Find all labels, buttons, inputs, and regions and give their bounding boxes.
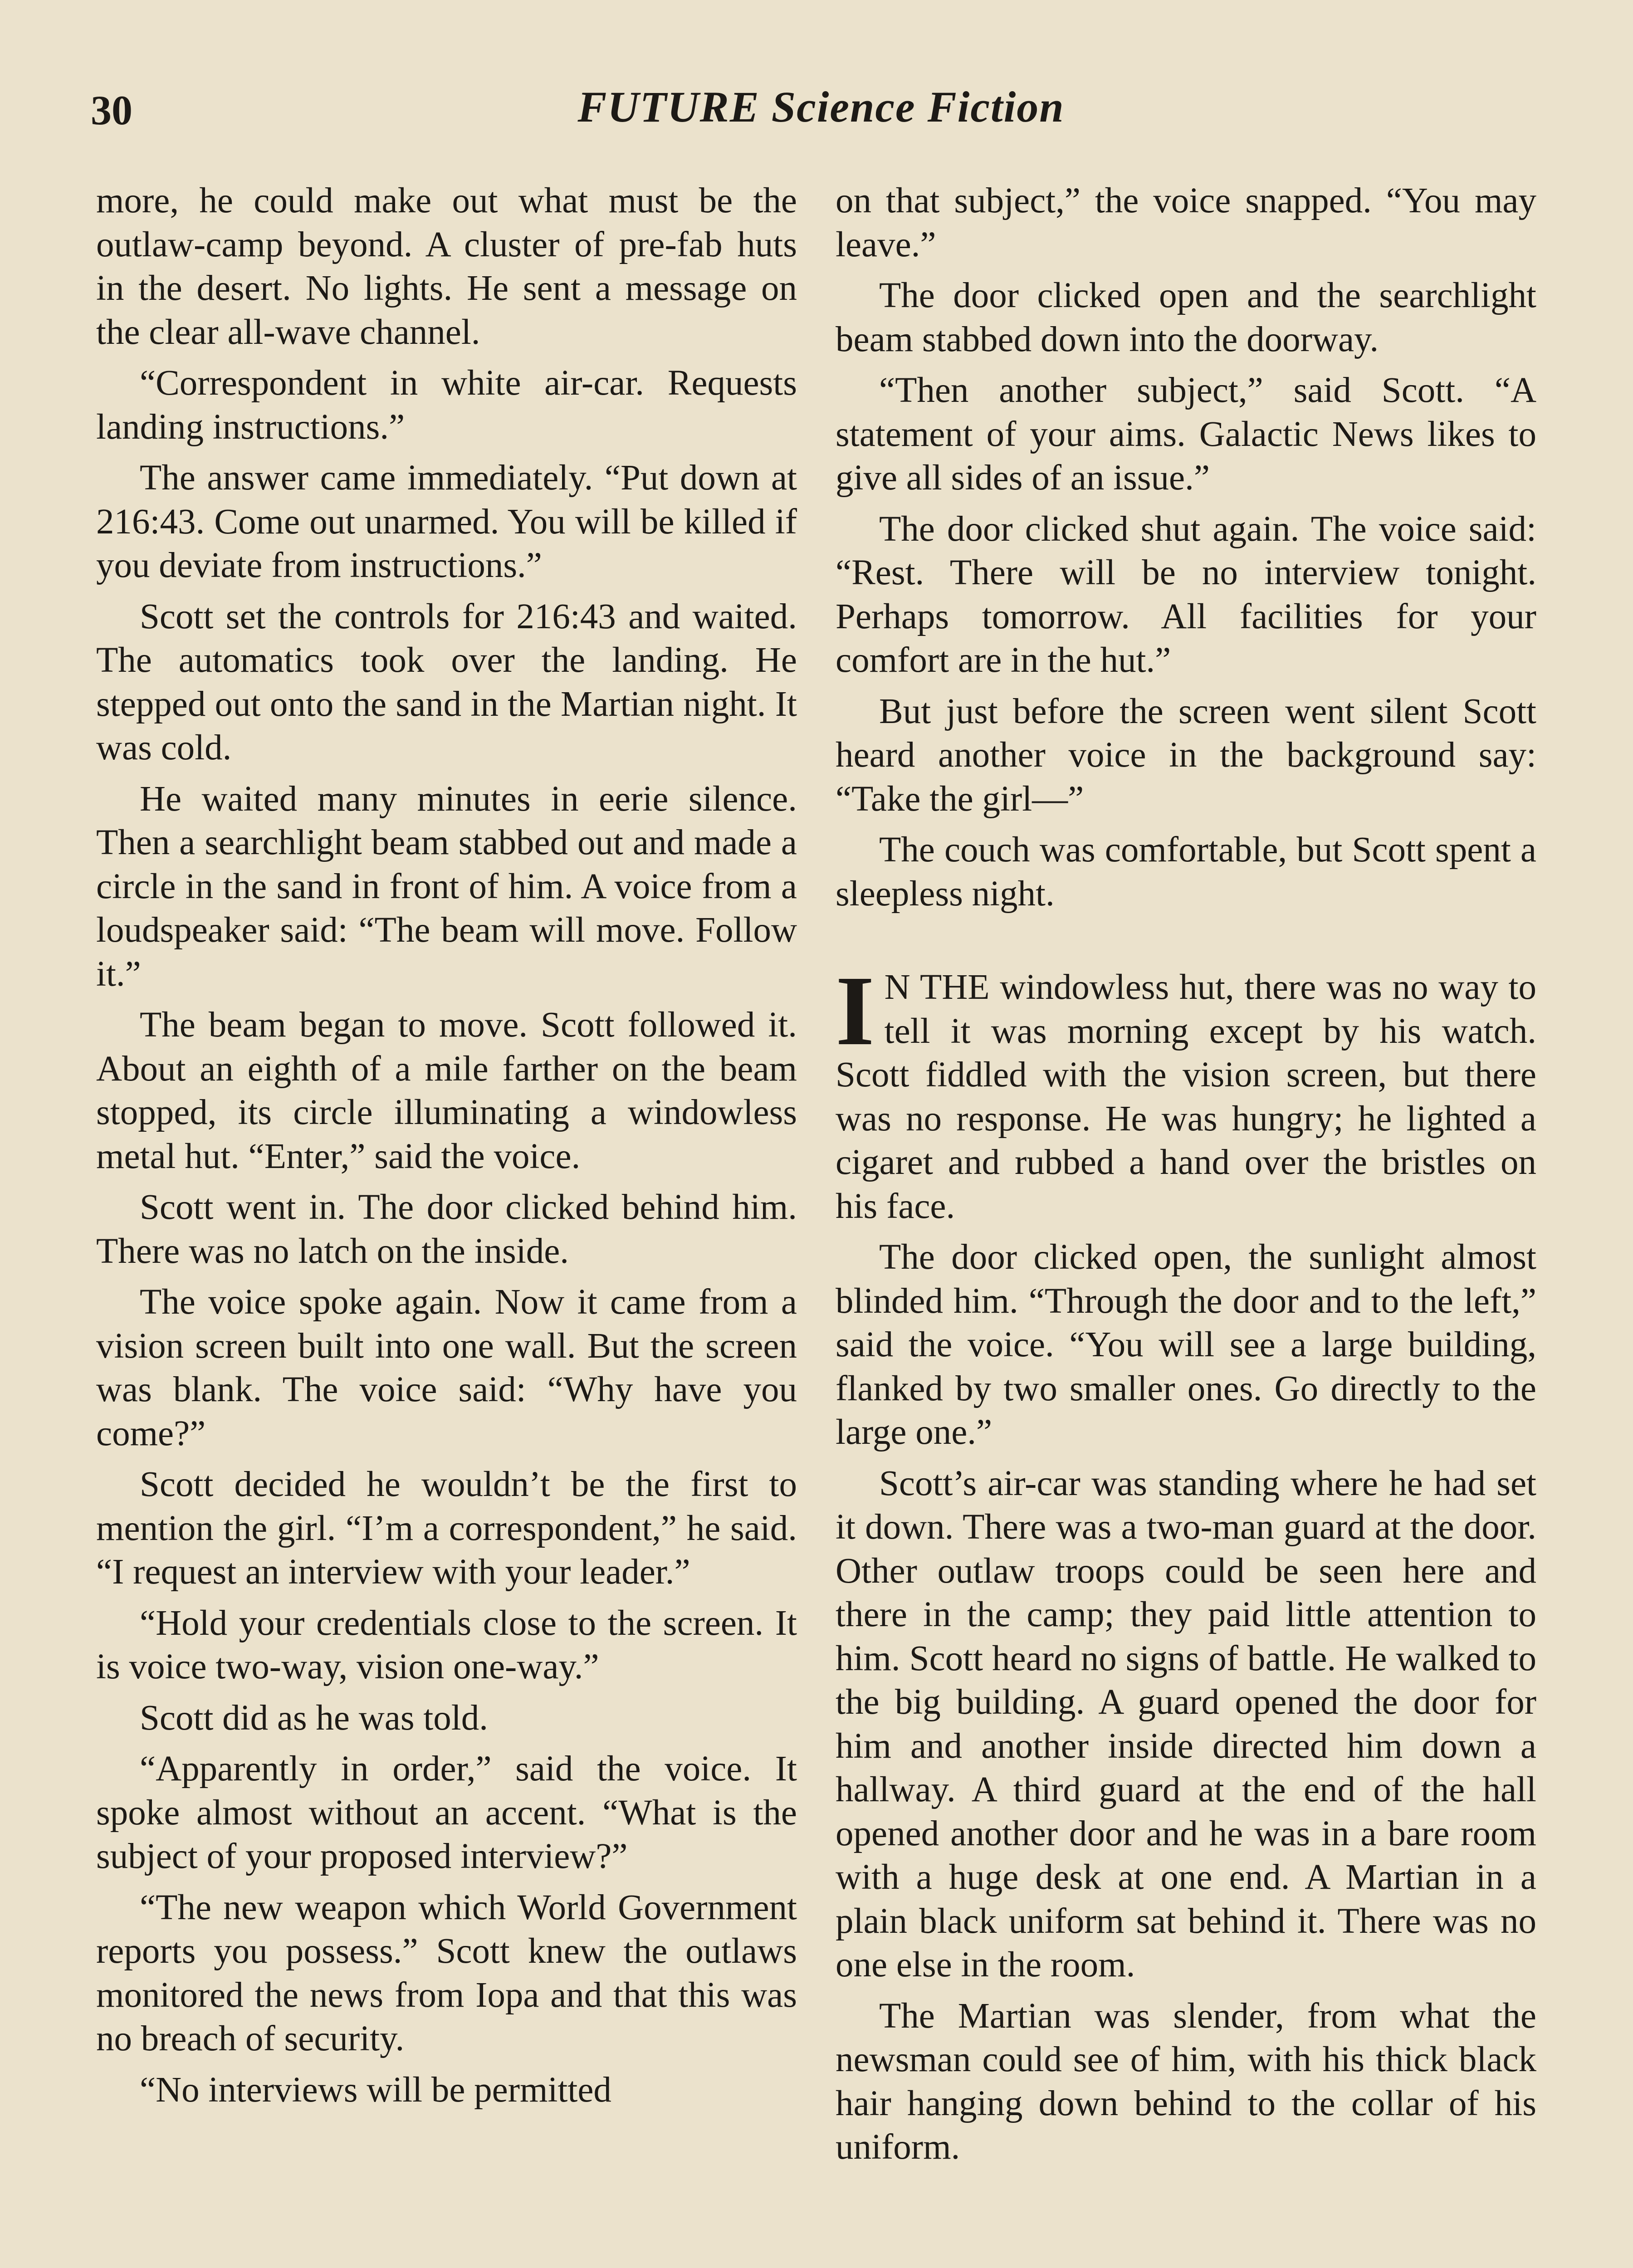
paragraph: Scott went in. The door clicked behind him. There was no latch on the inside. <box>96 1188 797 1271</box>
paragraph: “Hold your credentials close to the screen. It is voice two-way, vision one-way.” <box>96 1603 797 1686</box>
paragraph: But just before the screen went silent Scott heard another voice in the background say: “Take the girl—” <box>836 691 1536 819</box>
paragraph: Scott’s air-car was standing where he had set it down. There was a two-man guard at the door. Other outlaw troops could be seen here and there in the camp; they paid little attention to him. Scott heard no signs of battle. He walked to the big building. A guard opened the door for him and another inside directed him down a hallway. A third guard at the end of the hall opened another door and he was in a bare room with a huge desk at one end. A Martian in a plain black uniform sat behind it. There was no one else in the room. <box>836 1463 1536 1984</box>
paragraph: He waited many minutes in eerie silence. Then a searchlight beam stabbed out and made a circle in the sand in front of him. A voice from a loudspeaker said: “The beam will move. Follow it.” <box>96 779 797 994</box>
right-column <box>836 179 1536 2268</box>
paragraph: “No interviews will be permitted <box>140 2070 611 2110</box>
paragraph: Scott set the controls for 216:43 and waited. The automatics took over the landing. He stepped out onto the sand in the Martian night. It was cold. <box>96 596 797 767</box>
paragraph: Scott did as he was told. <box>140 1698 488 1738</box>
paragraph: The beam began to move. Scott followed it. About an eighth of a mile farther on the beam stopped, its circle illuminating a windowless metal hut. “Enter,” said the voice. <box>96 1005 797 1176</box>
lead-in: N THE <box>884 968 990 1007</box>
paragraph: The voice spoke again. Now it came from a vision screen built into one wall. But the screen was blank. The voice said: “Why have you come?” <box>96 1282 797 1453</box>
paragraph: “Correspondent in white air-car. Requests landing instructions.” <box>96 363 797 447</box>
paragraph: “The new weapon which World Government reports you possess.” Scott knew the outlaws monitored the news from Iopa and that this was no breach of security. <box>96 1887 797 2058</box>
running-head: FUTURE Science Fiction <box>577 83 1065 131</box>
paragraph: The door clicked open, the sunlight almost blinded him. “Through the door and to the left,” said the voice. “You will see a large building, flanked by two smaller ones. Go directly to the large one.” <box>836 1237 1536 1452</box>
section-opening-paragraph <box>836 955 1536 1228</box>
drop-cap: I <box>836 955 875 1066</box>
paragraph: The couch was comfortable, but Scott spent a sleepless night. <box>836 830 1536 914</box>
page-number: 30 <box>91 87 132 133</box>
paragraph: more, he could make out what must be the outlaw-camp beyond. A cluster of pre-fab huts in the desert. No lights. He sent a message on the clear all-wave channel. <box>96 181 797 352</box>
paragraph: Scott decided he wouldn’t be the first to mention the girl. “I’m a correspondent,” he said. “I request an interview with your leader.” <box>96 1465 797 1592</box>
section-opening-text: windowless hut, there was no way to tell it was morning except by his watch. Scott fiddled with the vision screen, but there was no response. He was hungry; he lighted a cigaret and rubbed a hand over the bristles on his face. <box>836 968 1536 1226</box>
paragraph: The answer came immediately. “Put down at 216:43. Come out unarmed. You will be killed if you deviate from instructions.” <box>96 458 797 585</box>
paragraph: on that subject,” the voice snapped. “You may leave.” <box>836 181 1536 264</box>
paragraph: The door clicked open and the searchlight beam stabbed down into the doorway. <box>836 276 1536 359</box>
left-column <box>96 179 797 2268</box>
paragraph: “Then another subject,” said Scott. “A statement of your aims. Galactic News likes to give all sides of an issue.” <box>836 371 1536 498</box>
paragraph: The Martian was slender, from what the newsman could see of him, with his thick black hair hanging down behind to the collar of his uniform. <box>836 1996 1536 2167</box>
paragraph: “Apparently in order,” said the voice. It spoke almost without an accent. “What is the subject of your proposed interview?” <box>96 1749 797 1876</box>
paragraph: The door clicked shut again. The voice said: “Rest. There will be no interview tonight. Perhaps tomorrow. All facilities for your comfort are in the hut.” <box>836 509 1536 680</box>
